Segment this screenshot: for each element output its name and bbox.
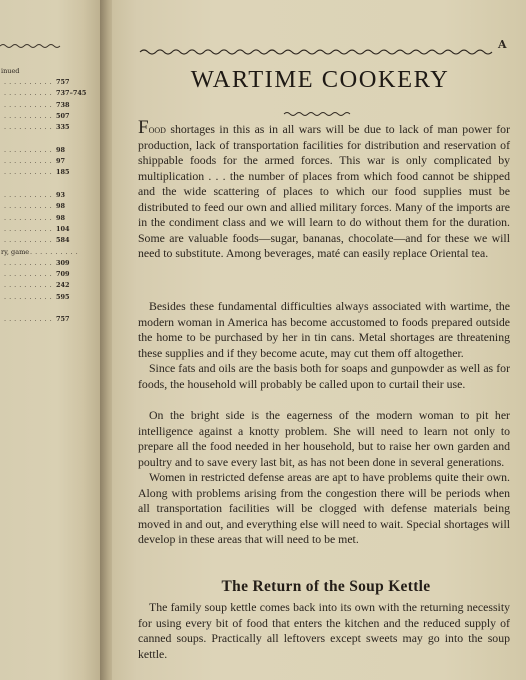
index-entry <box>0 111 96 122</box>
section-subheading: The Return of the Soup Kettle <box>221 578 431 595</box>
index-entry <box>0 122 96 133</box>
index-page-number: 242 <box>56 281 70 290</box>
index-page-number: 595 <box>56 292 70 301</box>
index-page-number: 104 <box>56 224 70 233</box>
index-page-number: 335 <box>56 123 70 132</box>
index-leader-dots: .......... <box>4 292 55 301</box>
index-leader-dots: .......... <box>4 202 55 211</box>
index-continued-label <box>0 66 96 77</box>
index-leader-dots: .......... <box>4 258 55 267</box>
index-entry <box>0 224 96 235</box>
index-leader-dots: .......... <box>4 111 55 120</box>
index-leader-dots: .......... <box>4 78 55 86</box>
index-page-number: 98 <box>56 202 66 211</box>
index-entry <box>0 167 96 178</box>
index-entry <box>0 145 96 156</box>
paragraph-4-text: On the bright side is the eagerness of the modern woman to pit her intelligence against a knotty problem. She will need to learn not only to prepare all the food needed in her household, but to raise her own garden and poultry and to save every last bit, as has not been done in several generations. <box>138 408 510 469</box>
index-leader-dots: .......... <box>4 191 55 199</box>
index-entry <box>0 201 96 212</box>
paragraph-soup-kettle <box>138 600 510 662</box>
index-entry <box>0 258 96 269</box>
left-page-index <box>0 0 104 680</box>
index-page-number: 309 <box>56 258 70 267</box>
paragraph-2-text: Besides these fundamental difficulties always associated with wartime, the modern woman in America has become accustomed to foods prepared outside the home to be purchased by her in tin cans. Metal shortages are threatening these supplies and if they become acute, may cut them off altogether. <box>138 299 510 360</box>
paragraph-bright-side <box>138 408 510 470</box>
index-leader-dots: .......... <box>4 281 55 290</box>
index-leader-dots: .......... <box>4 100 55 109</box>
paragraph-fats-and-oils <box>138 361 510 392</box>
header-squiggle-rule <box>140 46 492 58</box>
index-entry-label: ry, game <box>1 247 30 256</box>
index-page-number: 98 <box>56 145 66 154</box>
index-continued-text: inued <box>1 67 20 75</box>
index-entry <box>0 292 96 303</box>
drop-cap-smallcaps: ood <box>148 122 166 136</box>
index-leader-dots: .......... <box>4 123 55 132</box>
paragraph-defense-areas <box>138 470 510 548</box>
index-leader-dots: .......... <box>4 270 55 279</box>
index-page-number: 757 <box>56 78 70 86</box>
index-entry <box>0 134 96 145</box>
drop-cap-letter: F <box>138 117 149 138</box>
index-entry <box>0 269 96 280</box>
paragraph-3-text: Since fats and oils are the basis both for soaps and gunpowder as well as for foods, the household will probably be called upon to curtail their use. <box>138 361 510 391</box>
index-page-number: 709 <box>56 270 70 279</box>
index-entry <box>0 88 96 99</box>
index-page-number: 737–745 <box>56 89 87 98</box>
decorative-squiggle-rule <box>0 42 60 50</box>
title-squiggle-ornament <box>284 110 350 118</box>
index-leader-dots: .......... <box>4 89 55 98</box>
page-section-letter: A <box>498 38 508 51</box>
index-entry <box>0 190 96 201</box>
index-entry <box>0 156 96 167</box>
index-leader-dots: .......... <box>4 315 55 324</box>
index-entry <box>0 77 96 88</box>
index-entry <box>0 247 96 258</box>
index-entry <box>0 280 96 291</box>
index-entry <box>0 100 96 111</box>
index-leader-dots: .......... <box>4 145 55 154</box>
paragraph-food-shortages <box>138 117 510 262</box>
index-leader-dots: .......... <box>4 168 55 177</box>
index-page-number: 757 <box>56 315 70 324</box>
index-page-number: 93 <box>56 191 66 199</box>
index-leader-dots: .......... <box>4 224 55 233</box>
index-entry <box>0 179 96 190</box>
index-leader-dots: .......... <box>4 236 55 245</box>
index-leader-dots: .......... <box>4 157 55 166</box>
index-entry <box>0 303 96 314</box>
index-page-number: 507 <box>56 111 70 120</box>
index-entry <box>0 213 96 224</box>
index-page-number: 584 <box>56 236 70 245</box>
paragraph-fundamental-difficulties <box>138 299 510 361</box>
index-page-number: 97 <box>56 157 66 166</box>
index-entry <box>0 314 96 325</box>
index-page-number: 98 <box>56 213 66 222</box>
index-leader-dots: .......... <box>30 247 81 256</box>
paragraph-6-text: The family soup kettle comes back into its own with the returning necessity for using every bit of food that enters the kitchen and the reduced supply of canned soups. Practically all leftovers except sweets may go into the soup kettle. <box>138 600 510 661</box>
index-entry <box>0 235 96 246</box>
index-page-number: 185 <box>56 168 70 177</box>
index-leader-dots: .......... <box>4 213 55 222</box>
page-title: WARTIME COOKERY <box>190 66 450 93</box>
paragraph-5-text: Women in restricted defense areas are apt to have problems quite their own. Along with problems arising from the congestion there will be periods when all transportation facilities will be clogged with defense materials being moved in and out, and everything else will need to wait. Special shortages will develop in these areas that will need to be met. <box>138 470 510 546</box>
paragraph-1-text: shortages in this as in all wars will be due to lack of man power for production, lack of transportation facilities for distribution and reservation of shippable foods for the armed forces. This war is only complicated by multiplication . . . the number of places from which food cannot be shipped and the wide scattering of places to which our food supplies must be distributed to feed our own and allied military forces. Many of the imports are in the condiment class and we will learn to do without them for the duration. Some are valuable foods—sugar, bananas, chocolate—and for these we will need to substitute. Among beverages, maté can easily replace Oriental tea. <box>138 122 510 260</box>
index-page-number: 738 <box>56 100 70 109</box>
